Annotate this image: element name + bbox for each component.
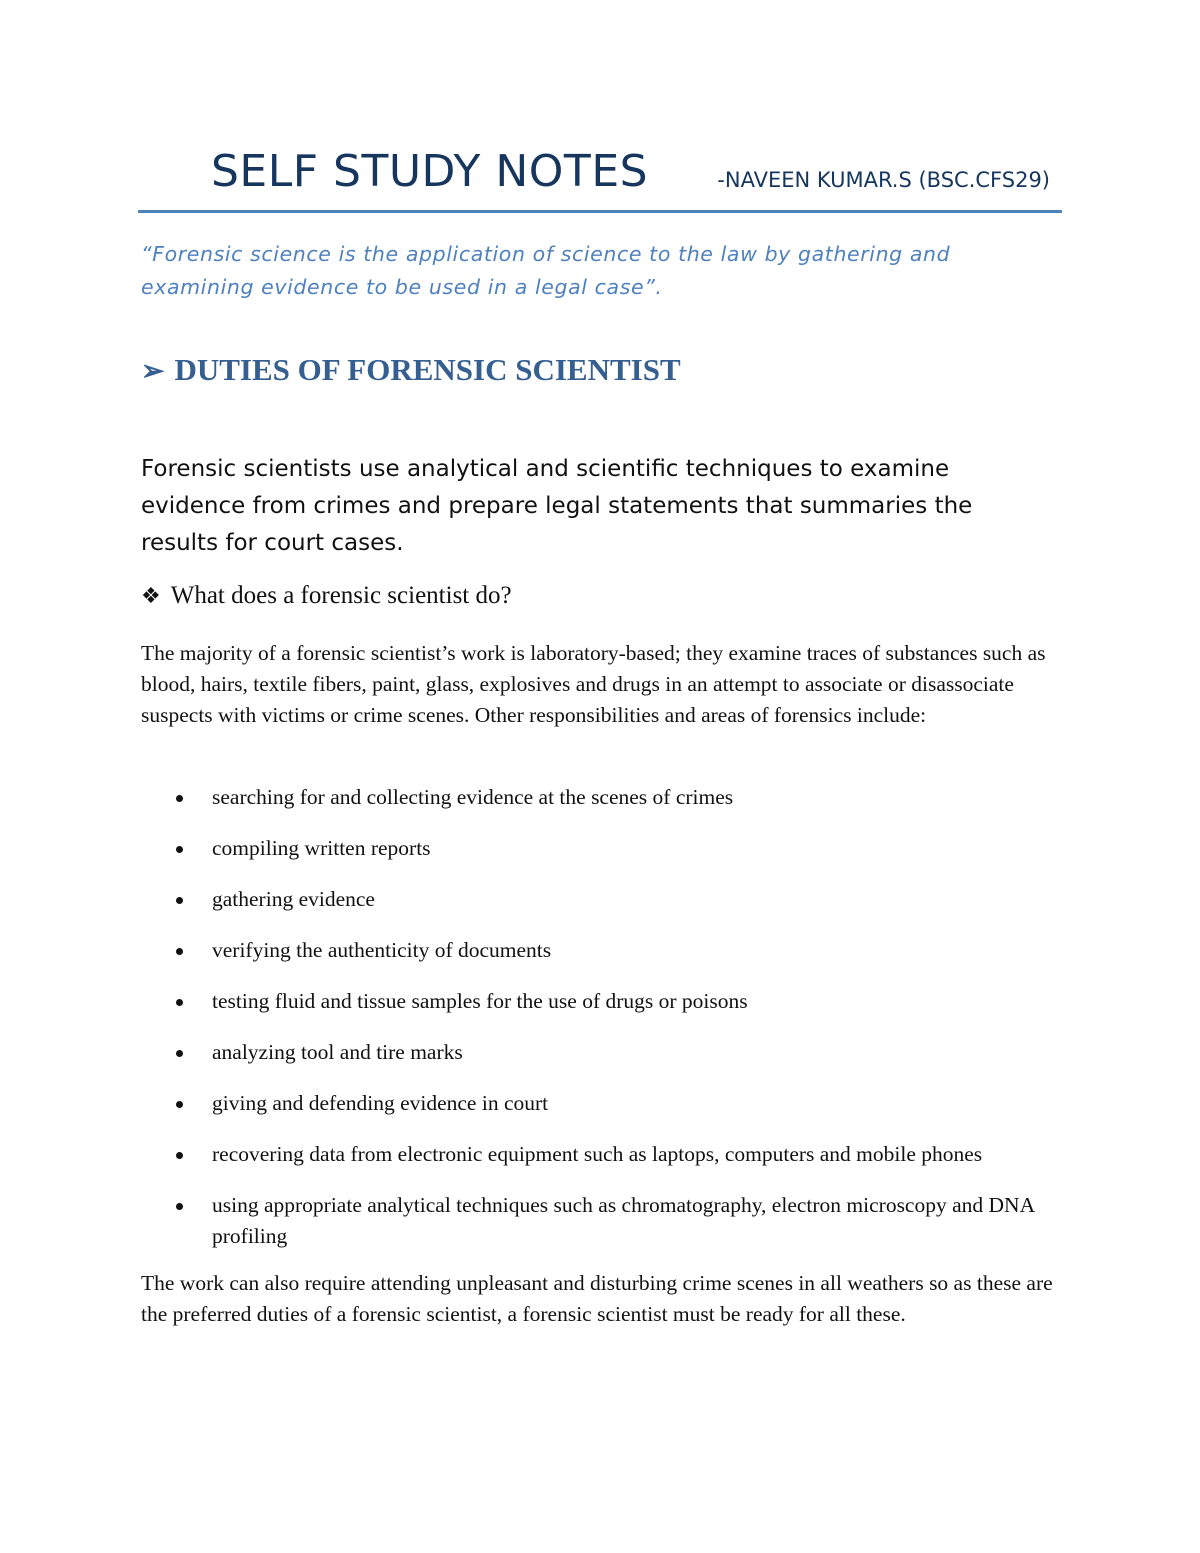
title-bar (138, 140, 1062, 213)
subheading-text: What does a forensic scientist do? (170, 582, 512, 609)
body-paragraph-1: The majority of a forensic scientist’s work is laboratory-based; they examine traces of substances such as blood, hairs, textile fibers, paint, glass, explosives and drugs in an attempt to associate or disassociate suspects with victims or crime scenes. Other responsibilities and areas of forensics include: (141, 641, 1046, 727)
dot-bullet-icon (176, 1152, 183, 1159)
dot-bullet-icon (176, 795, 183, 802)
list-item (141, 1088, 1066, 1119)
intro-paragraph: Forensic scientists use analytical and scientific techniques to examine evidence from crimes and prepare legal statements that summaries the results for court cases. (141, 456, 973, 556)
section-heading-text: DUTIES OF FORENSIC SCIENTIST (174, 352, 681, 387)
list-item (141, 935, 1066, 966)
page-title: SELF STUDY NOTES (211, 146, 649, 197)
dot-bullet-icon (176, 897, 183, 904)
list-item (141, 833, 1066, 864)
list-item (141, 782, 1066, 813)
list-item-text: analyzing tool and tire marks (212, 1040, 463, 1064)
dot-bullet-icon (176, 1203, 183, 1210)
definition-quote: “Forensic science is the application of science to the law by gathering and examining evidence to be used in a legal case”. (141, 242, 951, 299)
subheading (141, 582, 512, 610)
dot-bullet-icon (176, 999, 183, 1006)
duties-list (141, 782, 1066, 1272)
list-item-text: testing fluid and tissue samples for the use of drugs or poisons (212, 989, 748, 1013)
list-item (141, 1037, 1066, 1068)
list-item-text: searching for and collecting evidence at the scenes of crimes (212, 785, 734, 809)
list-item-text: giving and defending evidence in court (212, 1091, 549, 1115)
list-item-text: verifying the authenticity of documents (212, 938, 552, 962)
section-heading (141, 352, 681, 388)
list-item (141, 1190, 1066, 1252)
four-diamond-bullet-icon: ❖ (141, 583, 161, 608)
list-item-text: using appropriate analytical techniques such as chromatography, electron microscopy and DNA profiling (212, 1193, 1034, 1248)
list-item-text: recovering data from electronic equipment such as laptops, computers and mobile phones (212, 1142, 983, 1166)
dot-bullet-icon (176, 846, 183, 853)
dot-bullet-icon (176, 1050, 183, 1057)
list-item-text: gathering evidence (212, 887, 375, 911)
list-item-text: compiling written reports (212, 836, 431, 860)
author-line: -NAVEEN KUMAR.S (BSC.CFS29) (717, 168, 1050, 192)
list-item (141, 1139, 1066, 1170)
body-paragraph-2: The work can also require attending unpleasant and disturbing crime scenes in all weathers so as these are the preferred duties of a forensic scientist, a forensic scientist must be ready for all these. (141, 1271, 1053, 1326)
list-item (141, 986, 1066, 1017)
dot-bullet-icon (176, 948, 183, 955)
dot-bullet-icon (176, 1101, 183, 1108)
list-item (141, 884, 1066, 915)
arrow-bullet-icon: ➢ (141, 356, 165, 387)
